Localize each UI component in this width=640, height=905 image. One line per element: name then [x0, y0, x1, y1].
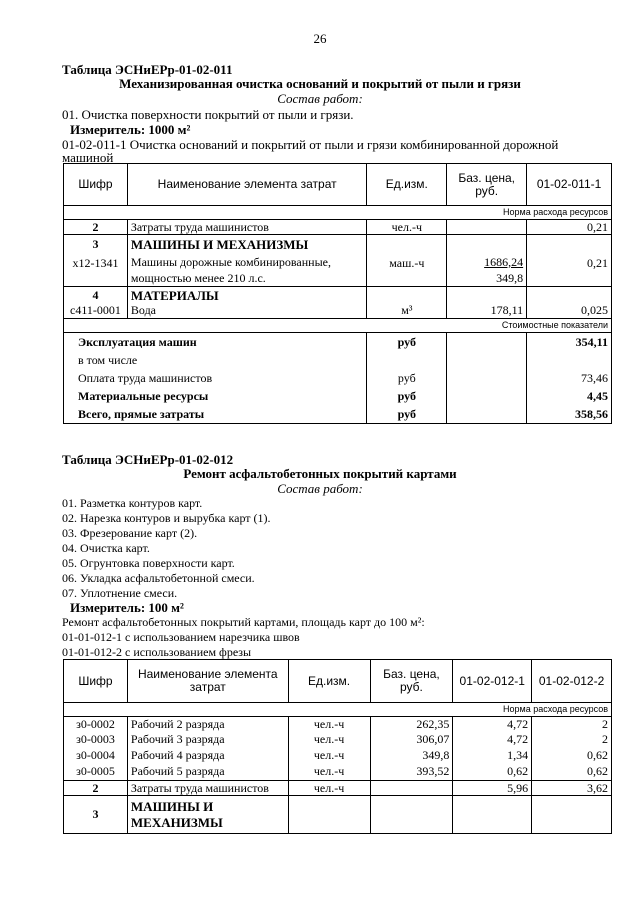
- price-cell: 178,11: [447, 304, 527, 319]
- price-cell: 1686,24: [484, 254, 524, 269]
- value-cell: 0,21: [527, 220, 612, 235]
- name-cell: Машины дорожные комбинированные,: [130, 254, 331, 269]
- table1: [63, 163, 612, 424]
- cost-label: Стоимостные показатели: [64, 319, 612, 333]
- work-item: 01. Разметка контуров карт.: [62, 496, 203, 510]
- table1-title: Таблица ЭСНиЕРр-01-02-011: [62, 62, 233, 77]
- value-cell: 5,96: [453, 781, 532, 796]
- table1-works-label: Состав работ:: [277, 91, 363, 106]
- name-cell-cont: мощностью менее 210 л.с.: [130, 270, 266, 285]
- cost-value: 354,11: [527, 333, 612, 352]
- page-number: 26: [313, 31, 327, 46]
- name-cell: Рабочий 2 разряда: [127, 717, 288, 732]
- name-cell: Вода: [127, 304, 366, 319]
- name-cell: Затраты труда машинистов: [127, 220, 366, 235]
- value-cell: 0,025: [527, 304, 612, 319]
- norm-label: Норма расхода ресурсов: [64, 703, 612, 717]
- cost-value: 358,56: [527, 406, 612, 424]
- unit-cell: чел.-ч: [288, 764, 370, 781]
- cost-value: 73,46: [527, 369, 612, 388]
- value-cell: 0,62: [532, 764, 612, 781]
- table2-description: Ремонт асфальтобетонных покрытий картами, площадь карт до 100 м²:: [62, 615, 425, 629]
- price-cell: 262,35: [370, 717, 453, 732]
- value-cell: 0,62: [532, 747, 612, 764]
- header-code: Шифр: [64, 164, 128, 206]
- table1-subtitle: Механизированная очистка оснований и покрытий от пыли и грязи: [119, 76, 521, 91]
- code-cell: 2: [64, 220, 128, 235]
- unit-cell: м³: [367, 304, 447, 319]
- unit-cell: маш.-ч: [367, 255, 447, 287]
- table1-description: 01-02-011-1 Очистка оснований и покрытий от пыли и грязи комбинированной дорожной: [62, 137, 559, 152]
- price-cell: 349,8: [370, 747, 453, 764]
- name-cell: Рабочий 4 разряда: [127, 747, 288, 764]
- cost-unit: руб: [367, 406, 447, 424]
- header-price: Баз. цена, руб.: [447, 164, 527, 206]
- header-price: Баз. цена, руб.: [370, 660, 453, 703]
- table2-works-list: [62, 496, 271, 601]
- code-cell: з0-0002: [64, 717, 128, 732]
- unit-cell: чел.-ч: [367, 220, 447, 235]
- code-cell: х12-1341: [64, 255, 128, 287]
- table2-subtitle: Ремонт асфальтобетонных покрытий картами: [183, 466, 457, 481]
- unit-cell: чел.-ч: [288, 747, 370, 764]
- table1-description-cont: машиной: [62, 150, 114, 165]
- work-item: 05. Огрунтовка поверхности карт.: [62, 556, 235, 570]
- header-name: Наименование элемента затрат: [127, 660, 288, 703]
- header-code: Шифр: [64, 660, 128, 703]
- value-cell: 2: [532, 732, 612, 747]
- code-cell: с411-0001: [64, 304, 128, 319]
- value-cell: 4,72: [453, 732, 532, 747]
- unit-cell: чел.-ч: [288, 732, 370, 747]
- cost-name: Всего, прямые затраты: [64, 406, 367, 424]
- table2: [63, 659, 612, 834]
- work-item: 07. Уплотнение смеси.: [62, 586, 178, 600]
- code-cell: 2: [64, 781, 128, 796]
- cost-value: 4,45: [527, 388, 612, 406]
- table1-meter: Измеритель: 1000 м²: [70, 122, 191, 137]
- cost-unit: руб: [367, 388, 447, 406]
- value-cell: 0,21: [527, 255, 612, 287]
- header-col2: 01-02-012-2: [532, 660, 612, 703]
- work-item: 04. Очистка карт.: [62, 541, 150, 555]
- table2-meter: Измеритель: 100 м²: [70, 600, 184, 615]
- name-cell: Рабочий 3 разряда: [127, 732, 288, 747]
- value-cell: 4,72: [453, 717, 532, 732]
- unit-cell: чел.-ч: [288, 781, 370, 796]
- norm-label: Норма расхода ресурсов: [64, 206, 612, 220]
- cost-name: Эксплуатация машин: [64, 333, 367, 352]
- code-cell: з0-0004: [64, 747, 128, 764]
- unit-cell: чел.-ч: [288, 717, 370, 732]
- value-cell: 2: [532, 717, 612, 732]
- section-title-cont: МЕХАНИЗМЫ: [130, 814, 223, 830]
- section-title: МАШИНЫ И: [130, 798, 214, 814]
- header-col1: 01-02-012-1: [453, 660, 532, 703]
- cost-name: Материальные ресурсы: [64, 388, 367, 406]
- work-item: 02. Нарезка контуров и вырубка карт (1).: [62, 511, 271, 525]
- cost-unit: руб: [367, 369, 447, 388]
- table2-works-label: Состав работ:: [277, 481, 363, 496]
- name-cell: Затраты труда машинистов: [127, 781, 288, 796]
- section-title: МАТЕРИАЛЫ: [127, 287, 366, 304]
- code-cell: з0-0005: [64, 764, 128, 781]
- code-cell: 4: [64, 287, 128, 304]
- cost-unit: руб: [367, 333, 447, 352]
- table2-variant: 01-01-012-2 с использованием фрезы: [62, 645, 252, 659]
- work-item: 06. Укладка асфальтобетонной смеси.: [62, 571, 255, 585]
- table2-variant: 01-01-012-1 с использованием нарезчика швов: [62, 630, 300, 644]
- value-cell: 1,34: [453, 747, 532, 764]
- cost-name: Оплата труда машинистов: [64, 369, 367, 388]
- code-cell: з0-0003: [64, 732, 128, 747]
- code-cell: 3: [64, 235, 128, 255]
- value-cell: 0,62: [453, 764, 532, 781]
- code-cell: 3: [64, 796, 128, 834]
- price-cell: 306,07: [370, 732, 453, 747]
- work-item: 03. Фрезерование карт (2).: [62, 526, 198, 540]
- header-name: Наименование элемента затрат: [127, 164, 366, 206]
- price-cell: 393,52: [370, 764, 453, 781]
- section-title: МАШИНЫ И МЕХАНИЗМЫ: [127, 235, 366, 255]
- cost-name: в том числе: [64, 352, 367, 369]
- table2-title: Таблица ЭСНиЕРр-01-02-012: [62, 452, 234, 467]
- name-cell: Рабочий 5 разряда: [127, 764, 288, 781]
- header-unit: Ед.изм.: [367, 164, 447, 206]
- price-cell-2: 349,8: [496, 270, 524, 285]
- table1-work-item: 01. Очистка поверхности покрытий от пыли и грязи.: [62, 107, 354, 122]
- header-unit: Ед.изм.: [288, 660, 370, 703]
- header-col1: 01-02-011-1: [527, 164, 612, 206]
- value-cell: 3,62: [532, 781, 612, 796]
